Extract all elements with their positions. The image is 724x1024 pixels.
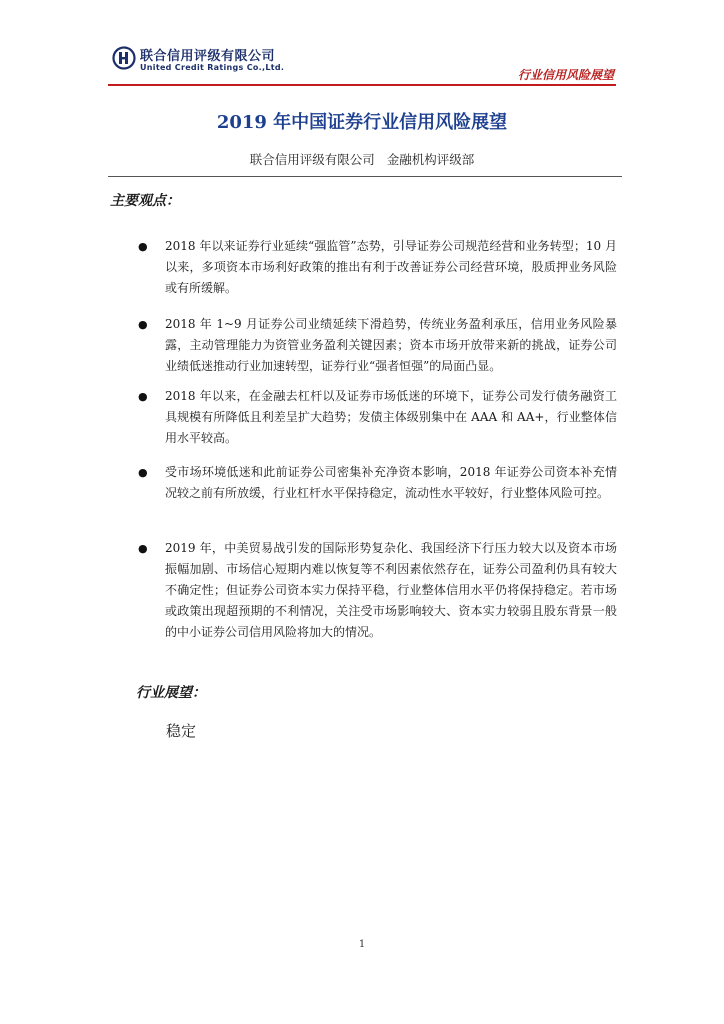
outlook-heading: 行业展望： <box>136 685 206 701</box>
document-title: 2019 年中国证券行业信用风险展望 <box>216 112 508 133</box>
bullet-icon: ● <box>138 318 148 331</box>
author-department: 金融机构评级部 <box>386 152 475 167</box>
bullet-icon: ● <box>138 390 148 403</box>
company-name-cn: 联合信用评级有限公司 <box>140 49 276 64</box>
author-company: 联合信用评级有限公司 <box>249 152 375 167</box>
key-point-item: 2019 年，中美贸易战引发的国际形势复杂化、我国经济下行压力较大以及资本市场振幅加剧、市场信心短期内难以恢复等不利因素依然存在，证券公司盈利仍具有较大不确定性；但证券公司资本实力保持平稳，行业整体信用水平仍将保持稳定。若市场或政策出现超预期的不利情况，关注受市场影响较大、资本实力较弱且股东背景一般的中小证券公司信用风险将加大的情况。 <box>165 541 617 639</box>
bullet-icon: ● <box>138 240 148 253</box>
key-points-heading: 主要观点： <box>110 193 180 209</box>
key-point-item: 2018 年 1~9 月证券公司业绩延续下滑趋势，传统业务盈利承压，信用业务风险暴露，主动管理能力为资管业务盈利关键因素；资本市场开放带来新的挑战，证券公司业绩低迷推动行业加速转型，证券行业“强者恒强”的局面凸显。 <box>165 317 617 373</box>
page-number: 1 <box>358 939 366 950</box>
key-point-item: 受市场环境低迷和此前证券公司密集补充净资本影响，2018 年证券公司资本补充情况较之前有所放缓，行业杠杆水平保持稳定，流动性水平较好，行业整体风险可控。 <box>165 465 617 500</box>
key-point-item: 2018 年以来证券行业延续“强监管”态势，引导证券公司规范经营和业务转型；10 月以来，多项资本市场利好政策的推出有利于改善证券公司经营环境，股质押业务风险或有所缓解。 <box>165 239 617 295</box>
outlook-value: 稳定 <box>166 722 197 740</box>
key-point-item: 2018 年以来，在金融去杠杆以及证券市场低迷的环境下，证券公司发行债务融资工具规模有所降低且利差呈扩大趋势；发债主体级别集中在 AAA 和 AA+，行业整体信用水平较高。 <box>165 389 617 445</box>
report-label: 行业信用风险展望 <box>517 68 614 82</box>
bullet-icon: ● <box>138 466 148 479</box>
bullet-icon: ● <box>138 542 148 555</box>
company-name-en: United Credit Ratings Co.,Ltd. <box>140 63 285 72</box>
